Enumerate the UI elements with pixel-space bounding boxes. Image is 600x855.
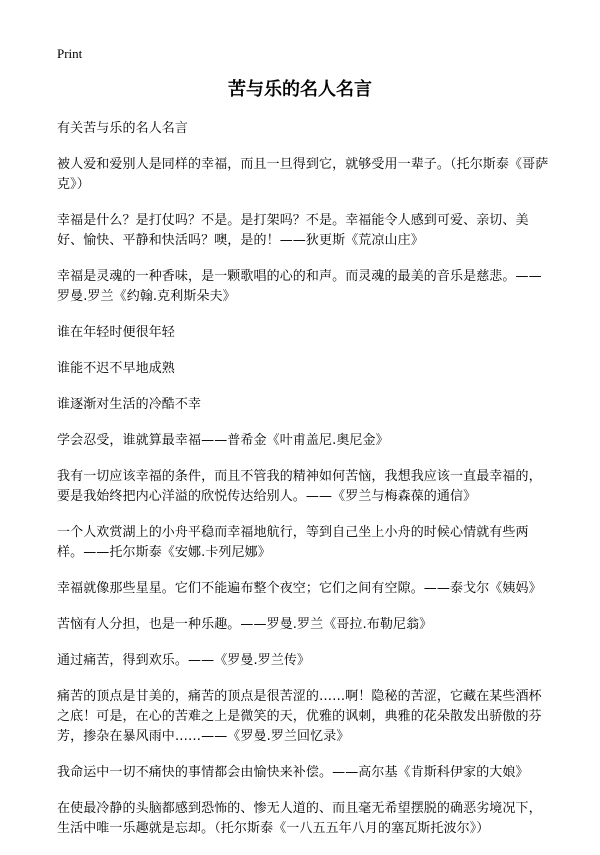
quote-list	[57, 119, 554, 855]
quote-paragraph: 我命运中一切不痛快的事情都会由愉快来补偿。——高尔基《肯斯科伊家的大娘》	[57, 765, 529, 780]
intro-paragraph: 有关苦与乐的名人名言	[57, 121, 189, 136]
quote-paragraph: 谁在年轻时便很年轻	[57, 325, 175, 340]
print-link[interactable]: Print	[57, 46, 83, 61]
quote-paragraph: 幸福就像那些星星。它们不能遍布整个夜空；它们之间有空隙。——泰戈尔《姨妈》	[57, 581, 542, 596]
quote-paragraph: 一个人欢赏湖上的小舟平稳而幸福地航行，等到自己坐上小舟的时候心情就有些两样。——托尔斯泰《安娜.卡列尼娜》	[57, 525, 529, 560]
quote-paragraph: 谁逐渐对生活的冷酷不幸	[57, 397, 202, 412]
quote-paragraph: 我有一切应该幸福的条件，而且不管我的精神如何苦恼，我想我应该一直最幸福的，要是我始终把内心洋溢的欣悦传达给别人。——《罗兰与梅森葆的通信》	[57, 469, 542, 504]
quote-paragraph: 幸福是灵魂的一种香味，是一颗歌唱的心的和声。而灵魂的最美的音乐是慈悲。——罗曼.罗兰《约翰.克利斯朵夫》	[57, 269, 542, 304]
page-title: 苦与乐的名人名言	[228, 79, 372, 100]
quote-paragraph: 在使最冷静的头脑都感到恐怖的、惨无人道的、而且毫无希望摆脱的确恶劣境况下，生活中唯一乐趣就是忘却。（托尔斯泰《一八五五年八月的塞瓦斯托波尔》）	[57, 801, 542, 836]
quote-paragraph: 谁能不迟不早地成熟	[57, 361, 175, 376]
quote-paragraph: 学会忍受，谁就算最幸福——普希金《叶甫盖尼.奥尼金》	[57, 433, 389, 448]
quote-paragraph: 幸福是什么？是打仗吗？不是。是打架吗？不是。幸福能令人感到可爱、亲切、美好、愉快、平静和快活吗？噢，是的！——狄更斯《荒凉山庄》	[57, 213, 529, 248]
quote-paragraph: 苦恼有人分担，也是一种乐趣。——罗曼.罗兰《哥拉.布勒尼翁》	[57, 617, 433, 632]
quote-paragraph: 通过痛苦，得到欢乐。——《罗曼.罗兰传》	[57, 653, 311, 668]
quote-paragraph: 被人爱和爱别人是同样的幸福，而且一旦得到它，就够受用一辈子。（托尔斯泰《哥萨克》）	[57, 157, 549, 192]
quote-paragraph: 痛苦的顶点是甘美的，痛苦的顶点是很苦涩的……啊！隐秘的苦涩，它藏在某些酒杯之底！可是，在心的苦难之上是微笑的天，优雅的讽刺，典雅的花朵散发出骄傲的芬芳，掺杂在暴风雨中……——《罗曼.罗兰回忆录》	[57, 689, 542, 744]
